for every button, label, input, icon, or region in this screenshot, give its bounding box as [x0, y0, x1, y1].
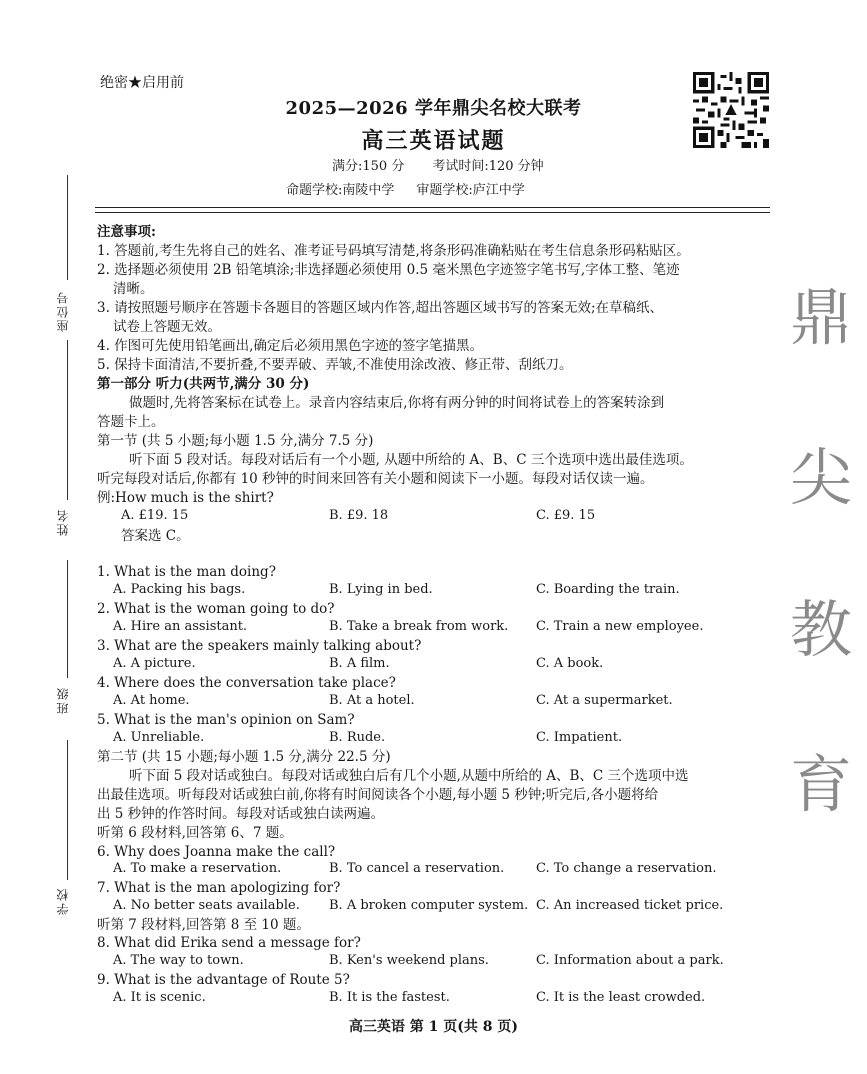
material-instruction: 听第 7 段材料,回答第 8 至 10 题。 — [97, 917, 310, 933]
option-a: A. Hire an assistant. — [113, 619, 248, 634]
option-b: B. Ken's weekend plans. — [329, 953, 489, 968]
question: 8. What did Erika send a message for? — [97, 935, 361, 951]
question: 4. Where does the conversation take place? — [97, 675, 396, 691]
option-b: B. To cancel a reservation. — [329, 861, 505, 876]
header-rule-top — [95, 207, 770, 208]
part1-intro: 做题时,先将答案标在试卷上。录音内容结束后,你将有两分钟的时间将试卷上的答案转涂到 — [129, 395, 665, 411]
option-a: A. Unreliable. — [113, 730, 205, 745]
watermark-char: 育 — [790, 748, 853, 821]
material-instruction: 听第 6 段材料,回答第 6、7 题。 — [97, 825, 293, 841]
question: 2. What is the woman going to do? — [97, 601, 335, 617]
option-b: B. It is the fastest. — [329, 990, 450, 1005]
notes-line: 4. 作图可先使用铅笔画出,确定后必须用黑色字迹的签字笔描黑。 — [97, 338, 483, 354]
question: 9. What is the advantage of Route 5? — [97, 972, 350, 988]
option-b: B. Lying in bed. — [329, 582, 433, 597]
section1-intro: 听下面 5 段对话。每段对话后有一个小题, 从题中所给的 A、B、C 三个选项中选出最佳选项。 — [129, 452, 693, 468]
exam-time: 考试时间:120 分钟 — [432, 159, 544, 174]
option-a: A. It is scenic. — [113, 990, 206, 1005]
question: 7. What is the man apologizing for? — [97, 880, 341, 896]
margin-line-school — [67, 740, 68, 880]
margin-label-seat: 座位号 — [56, 290, 70, 332]
example-option: A. £19. 15 — [121, 508, 189, 523]
option-b: B. At a hotel. — [329, 693, 415, 708]
question: 3. What are the speakers mainly talking about? — [97, 638, 422, 654]
notes-line: 2. 选择题必须使用 2B 铅笔填涂;非选择题必须使用 0.5 毫米黑色字迹签字笔书写,字体工整、笔迹 — [97, 262, 680, 278]
option-c: C. At a supermarket. — [536, 693, 673, 708]
notes-heading: 注意事项: — [97, 224, 156, 240]
section2-intro: 听下面 5 段对话或独白。每段对话或独白后有几个小题,从题中所给的 A、B、C 三个选项中选 — [129, 768, 689, 784]
margin-label-class: 班级 — [56, 686, 70, 714]
watermark-char: 尖 — [790, 441, 853, 514]
notes-line: 清晰。 — [113, 281, 154, 297]
option-a: A. Packing his bags. — [113, 582, 246, 597]
margin-line-seat — [67, 175, 68, 280]
option-c: C. A book. — [536, 656, 604, 671]
reviewer-school: 审题学校:庐江中学 — [416, 183, 525, 198]
section2-intro: 出 5 秒钟的作答时间。每段对话或独白读两遍。 — [97, 806, 385, 822]
option-b: B. A film. — [329, 656, 390, 671]
option-b: B. Rude. — [329, 730, 386, 745]
part1-heading: 第一部分 听力(共两节,满分 30 分) — [97, 376, 310, 392]
option-c: C. An increased ticket price. — [536, 898, 724, 913]
exam-title: 2025—2026 学年鼎尖名校大联考 — [285, 98, 582, 119]
margin-label-school: 学校 — [56, 887, 70, 915]
margin-line-class — [67, 560, 68, 678]
question: 1. What is the man doing? — [97, 564, 276, 580]
exam-schools — [286, 179, 525, 198]
proposer-school: 命题学校:南陵中学 — [286, 183, 395, 198]
option-a: A. The way to town. — [113, 953, 244, 968]
option-a: A. No better seats available. — [113, 898, 300, 913]
section2-heading: 第二节 (共 15 小题;每小题 1.5 分,满分 22.5 分) — [97, 749, 391, 765]
option-a: A. A picture. — [113, 656, 196, 671]
notes-line: 1. 答题前,考生先将自己的姓名、准考证号码填写清楚,将条形码准确粘贴在考生信息条形码粘贴区。 — [97, 243, 690, 259]
part1-intro: 答题卡上。 — [97, 414, 165, 430]
page-footer: 高三英语 第 1 页(共 8 页) — [348, 1019, 519, 1035]
option-c: C. Train a new employee. — [536, 619, 704, 634]
option-c: C. Impatient. — [536, 730, 623, 745]
option-b: B. Take a break from work. — [329, 619, 509, 634]
notes-line: 5. 保持卡面清洁,不要折叠,不要弄破、弄皱,不准使用涂改液、修正带、刮纸刀。 — [97, 357, 573, 373]
option-a: A. At home. — [113, 693, 190, 708]
exam-subtitle: 高三英语试题 — [361, 128, 506, 154]
example-answer: 答案选 C。 — [121, 528, 190, 544]
margin-line-name — [67, 340, 68, 500]
question: 5. What is the man's opinion on Sam? — [97, 712, 355, 728]
option-b: B. A broken computer system. — [329, 898, 529, 913]
qr-code-icon — [693, 72, 769, 148]
margin-label-name: 姓名 — [56, 508, 70, 536]
header-rule-bottom — [95, 212, 770, 213]
example-question: 例:How much is the shirt? — [97, 490, 274, 506]
notes-line: 3. 请按照题号顺序在答题卡各题目的答题区域内作答,超出答题区域书写的答案无效;在草稿纸、 — [97, 300, 664, 316]
question: 6. Why does Joanna make the call? — [97, 844, 336, 860]
section1-intro: 听完每段对话后,你都有 10 秒钟的时间来回答有关小题和阅读下一小题。每段对话仅读一遍。 — [97, 471, 654, 487]
watermark-char: 教 — [790, 593, 853, 666]
watermark-char: 鼎 — [790, 281, 853, 354]
example-option: B. £9. 18 — [329, 508, 389, 523]
exam-score-time — [332, 155, 544, 174]
section1-heading: 第一节 (共 5 小题;每小题 1.5 分,满分 7.5 分) — [97, 433, 374, 449]
full-score: 满分:150 分 — [332, 159, 405, 174]
section2-intro: 出最佳选项。听每段对话或独白前,你将有时间阅读各个小题,每小题 5 秒钟;听完后,各小题将给 — [97, 787, 659, 803]
option-c: C. It is the least crowded. — [536, 990, 706, 1005]
option-c: C. Information about a park. — [536, 953, 724, 968]
option-c: C. Boarding the train. — [536, 582, 680, 597]
notes-line: 试卷上答题无效。 — [113, 319, 221, 335]
option-c: C. To change a reservation. — [536, 861, 717, 876]
example-option: C. £9. 15 — [536, 508, 596, 523]
confidential-mark: 绝密★启用前 — [100, 75, 184, 91]
option-a: A. To make a reservation. — [113, 861, 282, 876]
